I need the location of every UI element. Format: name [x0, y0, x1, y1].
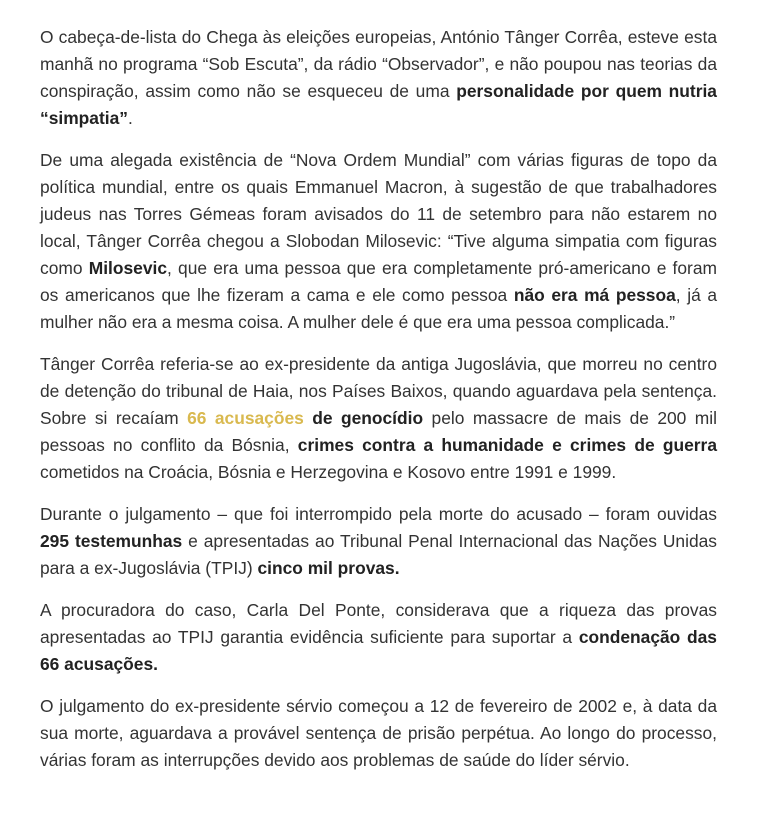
- bold-segment: personalidade por quem nutria “simpatia”: [40, 81, 717, 128]
- paragraph-6: [40, 693, 717, 774]
- text-segment: O cabeça-de-lista do Chega às eleições europeias, António Tânger Corrêa, esteve esta manhã no programa “Sob Escuta”, da rádio “Observador”, e não poupou nas teorias da conspiração, assim como não se esqueceu de uma: [40, 27, 717, 101]
- bold-segment: condenação das 66 acusações.: [40, 627, 717, 674]
- acusacoes-link[interactable]: 66 acusações: [187, 408, 304, 428]
- bold-segment: não era má pessoa: [513, 285, 676, 305]
- text-segment: cometidos na Croácia, Bósnia e Herzegovina e Kosovo entre 1991 e 1999.: [40, 462, 617, 482]
- text-segment: , que era uma pessoa que era completamente pró-americano e foram os americanos que lhe fizeram a cama e ele como pessoa: [40, 258, 717, 305]
- bold-segment: cinco mil provas.: [257, 558, 400, 578]
- article-body: [40, 24, 717, 789]
- bold-segment: 295 testemunhas: [40, 531, 183, 551]
- text-segment: De uma alegada existência de “Nova Ordem Mundial” com várias figuras de topo da política mundial, entre os quais Emmanuel Macron, à sugestão de que trabalhadores judeus nas Torres Gémeas foram avisados do 11 de setembro para não estarem no local, Tânger Corrêa chegou a Slobodan Milosevic: “Tive alguma simpatia com figuras como: [40, 150, 717, 278]
- text-segment: pelo massacre de mais de 200 mil pessoas no conflito da Bósnia,: [40, 408, 717, 455]
- text-segment: , já a mulher não era a mesma coisa. A mulher dele é que era uma pessoa complicada.”: [40, 285, 718, 332]
- text-segment: Tânger Corrêa referia-se ao ex-presidente da antiga Jugoslávia, que morreu no centro de detenção do tribunal de Haia, nos Países Baixos, quando aguardava pela sentença. Sobre si recaíam: [40, 354, 717, 428]
- text-segment: e apresentadas ao Tribunal Penal Internacional das Nações Unidas para a ex-Jugoslávia (TPIJ): [40, 531, 717, 578]
- paragraph-4: [40, 501, 717, 582]
- text-segment: O julgamento do ex-presidente sérvio começou a 12 de fevereiro de 2002 e, à data da sua morte, aguardava a provável sentença de prisão perpétua. Ao longo do processo, várias foram as interrupções devido aos problemas de saúde do líder sérvio.: [40, 696, 717, 770]
- bold-segment: Milosevic: [88, 258, 168, 278]
- paragraph-3: [40, 351, 717, 486]
- paragraph-1: [40, 24, 717, 132]
- text-segment: A procuradora do caso, Carla Del Ponte, considerava que a riqueza das provas apresentadas ao TPIJ garantia evidência suficiente para suportar a: [40, 600, 717, 647]
- bold-segment: crimes contra a humanidade e crimes de guerra: [297, 435, 717, 455]
- bold-segment: de genocídio: [303, 408, 424, 428]
- text-segment: Durante o julgamento – que foi interrompido pela morte do acusado – foram ouvidas: [40, 504, 717, 524]
- paragraph-5: [40, 597, 717, 678]
- paragraph-2: [40, 147, 717, 336]
- text-segment: .: [127, 108, 133, 128]
